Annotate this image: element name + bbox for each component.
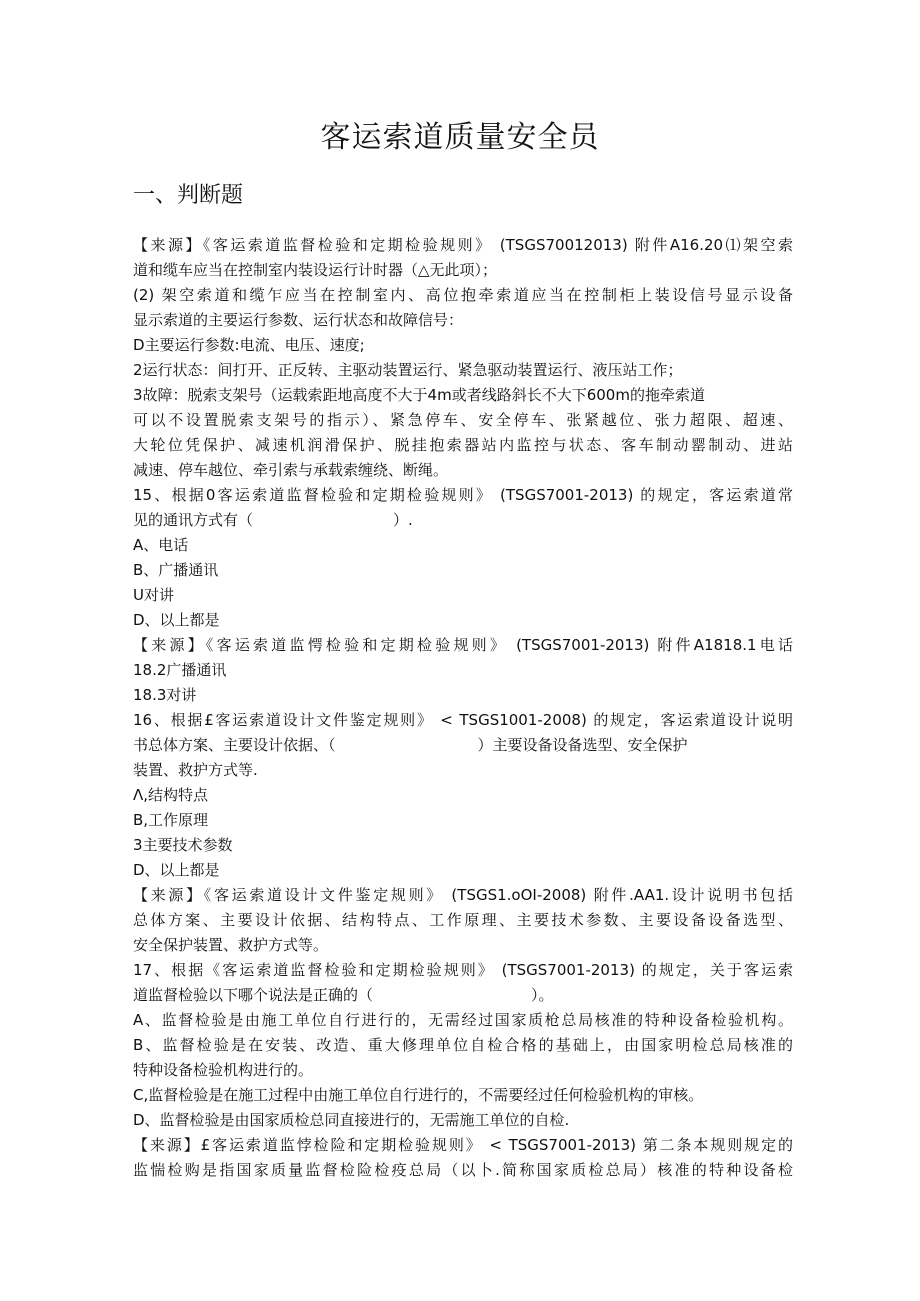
text-line-content: 监惴检购是指国家质量监督检险检疫总局（以卜.简称国家质检总局）核准的特种设备检 bbox=[133, 1161, 793, 1179]
text-line-content: 减速、停车越位、牵引索与承载索缠绕、断绳。 bbox=[133, 461, 449, 479]
text-line-l34 bbox=[133, 1058, 793, 1083]
text-line-l02 bbox=[133, 258, 793, 283]
text-line-content: D、以上都是 bbox=[133, 861, 220, 879]
text-line-content: 3主要技术参数 bbox=[133, 836, 233, 854]
text-line-content: A、监督检验是由施工单位自行进行的，无需经过国家质枪总局核准的特种设备检验机构。 bbox=[133, 1011, 793, 1029]
text-line-l01 bbox=[133, 233, 793, 258]
text-line-l11 bbox=[133, 483, 793, 508]
text-line-l35 bbox=[133, 1083, 793, 1108]
text-line-content: 书总体方案、主要设计依据、（ bbox=[133, 736, 336, 754]
text-line-l13 bbox=[133, 533, 793, 558]
text-line-content: 显示索道的主要运行参数、运行状态和故障信号： bbox=[133, 311, 464, 329]
text-line-content: 【来源】《客运索道监督检验和定期检验规则》 (TSGS70012013) 附件A16.20⑴架空索 bbox=[133, 236, 793, 254]
text-line-content: 【来源】《客运索道监愕检验和定期检验规则》 (TSGS7001-2013) 附件A1818.1电话 bbox=[133, 636, 793, 654]
text-line-l27 bbox=[133, 883, 793, 908]
text-line-content: 安全保护装置、救护方式等。 bbox=[133, 936, 329, 954]
text-line-content: 18.3对讲 bbox=[133, 686, 197, 704]
text-line-content: 2运行状态：间打开、正反转、主驱动装置运行、紧急驱动装置运行、液压站工作； bbox=[133, 361, 683, 379]
text-line-content: D、监督检验是由国家质检总同直接进行的，无需施工单位的自检. bbox=[133, 1111, 570, 1129]
text-line-content: A、电话 bbox=[133, 536, 189, 554]
text-line-l10 bbox=[133, 458, 793, 483]
text-line-content: D主要运行参数:电流、电压、速度; bbox=[133, 336, 365, 354]
text-line-content: 总体方案、主要设计依据、结构特点、工作原理、主要技术参数、主要设备设备选型、 bbox=[133, 911, 793, 929]
text-line-content: B,工作原理 bbox=[133, 811, 209, 829]
text-line-l33 bbox=[133, 1033, 793, 1058]
text-line-content: 3故障：脱索支架号（运载索距地高度不大于4m或者线路斜长不大下600m的拖牵索道 bbox=[133, 386, 705, 404]
text-line-content: (2) 架空索道和缆乍应当在控制室内、高位抱牵索道应当在控制柜上装设信号显示设备 bbox=[133, 286, 793, 304]
text-line-content: Λ,结构特点 bbox=[133, 786, 209, 804]
text-line-l05 bbox=[133, 333, 793, 358]
text-line-content: 见的通讯方式有（ bbox=[133, 511, 254, 529]
text-line-l36 bbox=[133, 1108, 793, 1133]
text-line-l16 bbox=[133, 608, 793, 633]
text-line-l15 bbox=[133, 583, 793, 608]
text-line-content: 【来源】《客运索道设计文件鉴定规则》 (TSGS1.oOI-2008) 附件.AA1.设计说明书包括 bbox=[133, 886, 793, 904]
text-line-l22 bbox=[133, 758, 793, 783]
text-line-l31a bbox=[133, 983, 793, 1008]
text-line-l09 bbox=[133, 433, 793, 458]
text-line-l20 bbox=[133, 708, 793, 733]
text-line-l21a bbox=[133, 733, 793, 758]
text-line-content: 装置、救护方式等. bbox=[133, 761, 258, 779]
text-line-l18 bbox=[133, 658, 793, 683]
text-line-l30 bbox=[133, 958, 793, 983]
page-title: 客运索道质量安全员 bbox=[320, 120, 600, 155]
text-line-content: 16、根据£客运索道设计文件鉴定规则》 < TSGS1001-2008) 的规定，客运索道设计说明 bbox=[133, 711, 793, 729]
text-line-l04 bbox=[133, 308, 793, 333]
text-line-l07 bbox=[133, 383, 793, 408]
text-line-l38 bbox=[133, 1158, 793, 1183]
text-line-l19 bbox=[133, 683, 793, 708]
text-line-l25 bbox=[133, 833, 793, 858]
text-line-content: 道监督检验以下哪个说法是正确的（ bbox=[133, 986, 374, 1004]
text-line-l24 bbox=[133, 808, 793, 833]
text-line-l28 bbox=[133, 908, 793, 933]
text-line-l14 bbox=[133, 558, 793, 583]
text-line-l12a bbox=[133, 508, 793, 533]
text-line-l06 bbox=[133, 358, 793, 383]
text-line-content: 【来源】£客运索道监悖检险和定期检验规则》 < TSGS7001-2013) 第二条本规则规定的 bbox=[133, 1136, 793, 1154]
text-line-content: B、广播通讯 bbox=[133, 561, 219, 579]
text-line-l37 bbox=[133, 1133, 793, 1158]
text-line-l32 bbox=[133, 1008, 793, 1033]
text-line-content: 特种设备检验机构进行的。 bbox=[133, 1061, 314, 1079]
text-line-l17 bbox=[133, 633, 793, 658]
text-line-content: 道和缆车应当在控制室内装设运行计时器（△无此项）； bbox=[133, 261, 498, 279]
text-line-content: 大轮位凭保护、减速机润滑保护、脱挂抱索器站内监控与状态、客车制动罂制动、进站 bbox=[133, 436, 793, 454]
text-line-tail: ）. bbox=[393, 511, 413, 529]
text-line-l08 bbox=[133, 408, 793, 433]
section-heading: 一、判断题 bbox=[133, 183, 244, 208]
text-line-content: D、以上都是 bbox=[133, 611, 220, 629]
document-body bbox=[133, 233, 793, 1183]
text-line-content: 18.2广播通讯 bbox=[133, 661, 227, 679]
text-line-content: B、监督检验是在安装、改造、重大修理单位自检合格的基础上，由国家明检总局核准的 bbox=[133, 1036, 793, 1054]
text-line-l23 bbox=[133, 783, 793, 808]
text-line-content: 可以不设置脱索支架号的指示）、紧急停车、安全停车、张紧越位、张力超限、超速、 bbox=[133, 411, 793, 429]
text-line-tail: ）主要设备设备选型、安全保护 bbox=[477, 736, 688, 754]
text-line-content: 15、根据0客运索道监督检验和定期检验规则》 (TSGS7001-2013) 的规定，客运索道常 bbox=[133, 486, 793, 504]
text-line-content: C,监督检验是在施工过程中由施工单位自行进行的，不需要经过任何检验机构的审核。 bbox=[133, 1086, 704, 1104]
text-line-l03 bbox=[133, 283, 793, 308]
text-line-l29 bbox=[133, 933, 793, 958]
text-line-content: U对讲 bbox=[133, 586, 174, 604]
text-line-content: 17、根据《客运索道监督检验和定期检验规则》 (TSGS7001-2013) 的规定，关于客运索 bbox=[133, 961, 793, 979]
text-line-tail: ）。 bbox=[531, 986, 554, 1004]
text-line-l26 bbox=[133, 858, 793, 883]
